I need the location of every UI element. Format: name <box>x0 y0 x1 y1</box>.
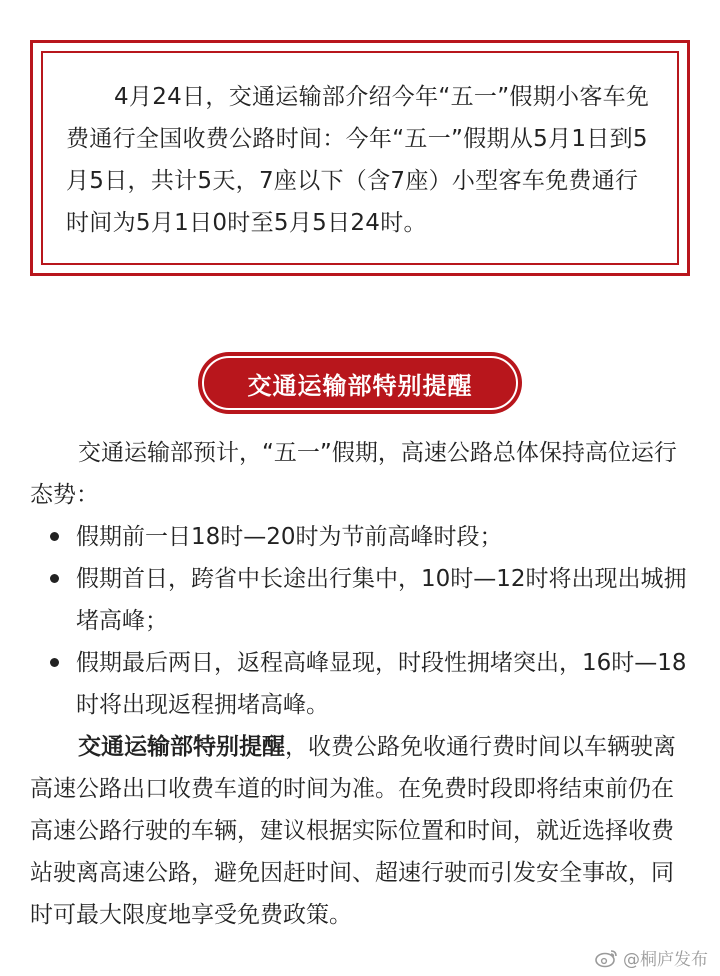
bullet-item <box>30 516 694 558</box>
bullet-text: 假期首日，跨省中长途出行集中，10时—12时将出现出城拥堵高峰； <box>76 566 687 634</box>
bullet-icon <box>50 658 59 667</box>
bullet-icon <box>50 574 59 583</box>
bullet-list <box>30 516 694 726</box>
notice-paragraph: 4月24日，交通运输部介绍今年“五一”假期小客车免费通行全国收费公路时间：今年“五一”假期从5月1日到5月5日，共计5天，7座以下（含7座）小型客车免费通行时间为5月1日0时至5月5日24时。 <box>66 84 650 236</box>
intro-paragraph: 交通运输部预计，“五一”假期，高速公路总体保持高位运行态势： <box>30 440 677 508</box>
bullet-icon <box>50 532 59 541</box>
bullet-text: 假期最后两日，返程高峰显现，时段性拥堵突出，16时—18时将出现返程拥堵高峰。 <box>76 650 687 718</box>
section-title: 交通运输部特别提醒 <box>247 371 473 400</box>
bullet-text: 假期前一日18时—20时为节前高峰时段； <box>76 524 503 550</box>
section-title-banner <box>198 352 522 414</box>
bullet-item <box>30 642 694 726</box>
bullet-item <box>30 558 694 642</box>
closing-emphasis: 交通运输部特别提醒 <box>78 734 285 760</box>
watermark-text: @桐庐发布 <box>623 950 708 970</box>
article-body <box>30 432 694 936</box>
closing-paragraph <box>30 726 694 936</box>
notice-text <box>66 76 656 244</box>
weibo-icon <box>595 948 619 968</box>
watermark <box>595 945 708 970</box>
closing-text: ，收费公路免收通行费时间以车辆驶离高速公路出口收费车道的时间为准。在免费时段即将结束前仍在高速公路行驶的车辆，建议根据实际位置和时间，就近选择收费站驶离高速公路，避免因赶时间、超速行驶而引发安全事故，同时可最大限度地享受免费政策。 <box>30 734 676 928</box>
